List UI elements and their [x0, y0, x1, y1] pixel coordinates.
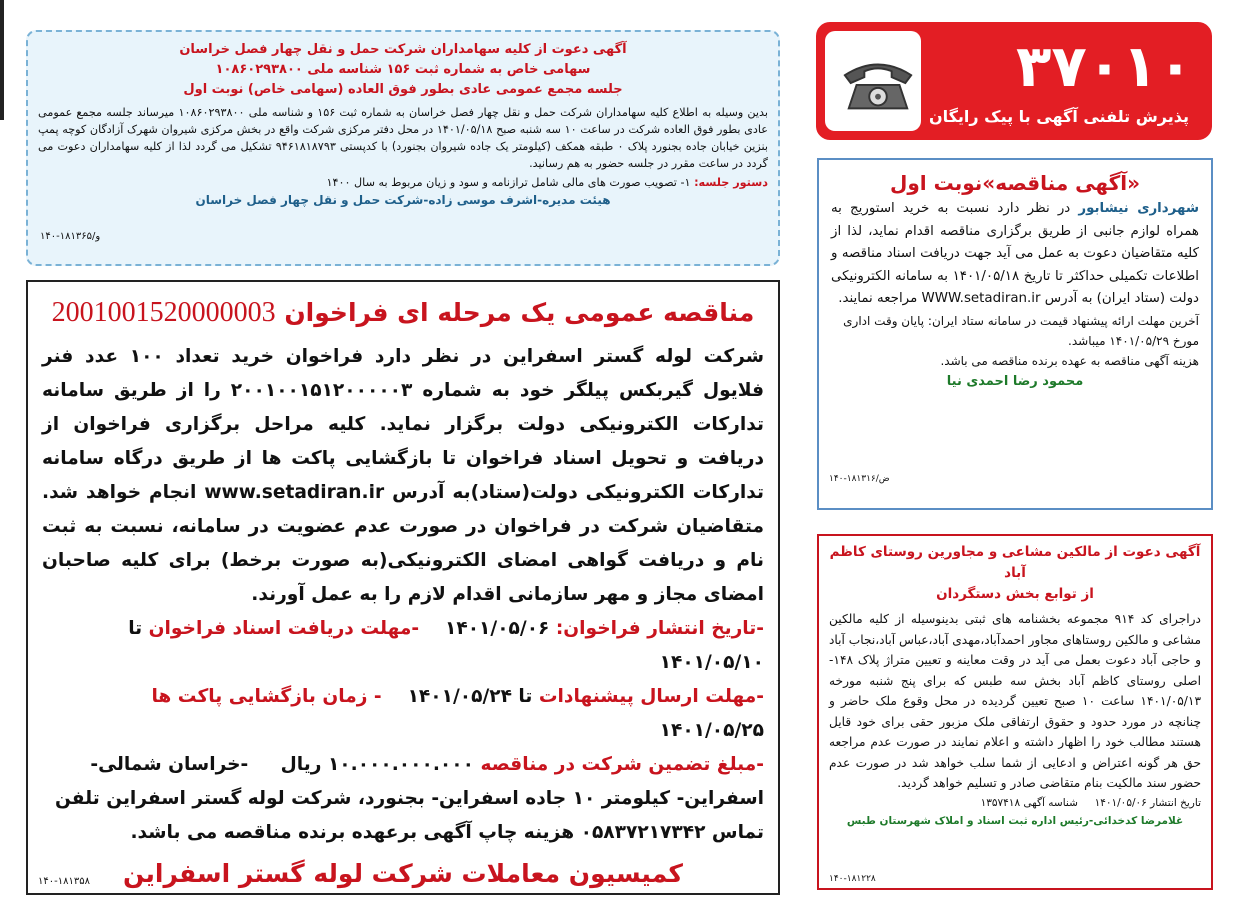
main-tender-number: 2001001520000003 — [51, 297, 276, 328]
tender-first-body — [831, 198, 1199, 311]
guarantee-label: -مبلغ تضمین شرکت در مناقصه — [480, 754, 764, 775]
landowners-ad-id: شناسه آگهی ۱۳۵۷۴۱۸ — [980, 796, 1078, 809]
main-tender-address: اسفراین- کیلومتر ۱۰ جاده اسفراین- بجنورد، شرکت لوله گستر اسفراین تلفن تماس ۰۵۸۳۷۲۱۷۳۴۲ هزینه چاپ آگهی برعهده برنده مناقصه می باشد. — [55, 788, 764, 843]
meeting-notice-body: بدین وسیله به اطلاع کلیه سهامداران شرکت حمل و نقل چهار فصل خراسان به شماره ثبت ۱۵۶ و شناسه ملی ۱۰۸۶۰۲۹۳۸۰۰ میرساند جلسه مجمع عمومی عادی بطور فوق العاده شرکت در ساعت ۱۰ سه شنبه صبح ۱۴۰۱/۰۵/۱۸ در محل دفتر مرکزی شرکت واقع در بخش مرکزی شیروان شهرک آزادگان کوچه پمپ بنزین خیابان جاده بجنورد پلاک ۰ طبقه همکف (کیلومتر یک جاده شیروان بجنورد) با کدپستی ۹۴۶۱۸۱۸۷۹۳ تشکیل می گردد لذا از کلیه سهامداران دعوت می گردد در ساعت مقرر در جلسه حضور به هم رسانید. — [38, 106, 769, 170]
meeting-heading-line-1: آگهی دعوت از کلیه سهامداران شرکت حمل و نقل چهار فصل خراسان — [179, 42, 627, 57]
main-tender-signature: کمیسیون معاملات شرکت لوله گستر اسفراین — [123, 859, 683, 888]
landowners-title-line-1: آگهی دعوت از مالکین مشاعی و مجاورین روستای کاظم آباد — [829, 544, 1201, 581]
tender-first-signature: محمود رضا احمدی نیا — [946, 373, 1084, 389]
landowners-body: دراجرای کد ۹۱۴ مجموعه بخشنامه های ثبتی بدینوسیله از کلیه مالکین مشاعی و مالکین روستاهای مجاور احمدآباد،مهدی آباد،عباس آباد،نجاب آباد و حاجی آباد دعوت بعمل می آید در وقت معاینه و تعیین متراژ پلاک ۱۴۸-اصلی روستای کاظم آباد بخش سه طبس که برای پنج شنبه مورخه ۱۴۰۱/۰۵/۱۳ ساعت ۱۰ صبح تعیین گردیده در محل وقوع ملک حاضر و چنانچه در مورد حدود و حقوق ارتفاقی ملک مزبور حقی برای خود قایل هستند مطالب خود را اظهار داشته و اعلام نمایند در صورت عدم مراجعه حق هر گونه اعتراض و ادعایی از شما سلب خواهد شد در صورت عدم حضور سند مالکیت بنام متقاضی صادر و تسلیم خواهد گردید. — [829, 612, 1201, 790]
main-tender-guarantee — [42, 748, 764, 782]
main-tender-ad — [26, 280, 780, 895]
tender-first-round-ad — [817, 158, 1213, 510]
docs-deadline-label: -مهلت دریافت اسناد فراخوان — [148, 618, 420, 639]
meeting-signature: هیئت مدیره-اشرف موسی زاده-شرکت حمل و نقل چهار فصل خراسان — [195, 193, 611, 207]
main-tender-title — [42, 292, 764, 334]
publish-date-label: -تاریخ انتشار فراخوان: — [555, 618, 764, 639]
phone-icon-panel — [825, 31, 921, 131]
main-tender-dates-2 — [42, 680, 764, 748]
telephone-icon — [839, 53, 917, 113]
landowners-title — [829, 542, 1201, 605]
banner-subtitle: پذیرش تلفنی آگهی با پیک رایگان — [928, 107, 1189, 126]
main-tender-code: ۱۴۰-۱۸۱۳۵۸ — [38, 876, 90, 887]
meeting-ad-code: ۱۴۰-۱۸۱۳۶۵/و — [40, 231, 101, 242]
tender-first-fee: هزینه آگهی مناقصه به عهده برنده مناقصه می باشد. — [940, 353, 1199, 368]
main-tender-title-text: مناقصه عمومی یک مرحله ای فراخوان — [284, 298, 755, 327]
guarantee-value: ۱۰.۰۰۰.۰۰۰.۰۰۰ ریال — [280, 754, 474, 775]
opening-time-value: ۱۴۰۱/۰۵/۲۵ — [659, 720, 764, 741]
docs-deadline-value: تا ۱۴۰۱/۰۵/۱۰ — [128, 618, 764, 673]
opening-time-label: - زمان بازگشایی پاکت ها — [151, 686, 382, 707]
publish-date-value: ۱۴۰۱/۰۵/۰۶ — [445, 618, 550, 639]
main-tender-dates-1 — [42, 612, 764, 680]
landowners-title-line-2: از توابع بخش دستگردان — [936, 586, 1094, 602]
landowners-meta — [829, 794, 1201, 812]
landowners-notice-ad — [817, 534, 1213, 890]
province-label: -خراسان شمالی- — [90, 754, 249, 775]
meeting-agenda — [38, 174, 768, 191]
meeting-notice-heading — [38, 40, 768, 100]
banner-phone-number: ۳۷۰۱۰ — [1015, 32, 1193, 100]
page-edge-mark — [0, 0, 4, 120]
landowners-code: ۱۴۰-۱۸۱۲۲۸ — [829, 874, 876, 884]
tender-first-deadline: آخرین مهلت ارائه پیشنهاد قیمت در سامانه ستاد ایران: پایان وقت اداری مورخ ۱۴۰۱/۰۵/۲۹ میباشد. — [843, 313, 1199, 348]
tender-first-code: ۱۴۰-۱۸۱۳۱۶/ض — [829, 474, 890, 484]
phone-banner — [816, 22, 1212, 140]
landowners-publish-date: تاریخ انتشار ۱۴۰۱/۰۵/۰۶ — [1094, 796, 1201, 809]
bid-deadline-label: -مهلت ارسال پیشنهادات — [538, 686, 764, 707]
meeting-heading-line-3: جلسه مجمع عمومی عادی بطور فوق العاده (سهامی خاص) نوبت اول — [183, 82, 623, 97]
agenda-text: ۱- تصویب صورت های مالی شامل ترازنامه و سود و زیان مربوط به سال ۱۴۰۰ — [326, 176, 691, 189]
landowners-signature: غلامرضا کدخدائی-رئیس اداره ثبت اسناد و املاک شهرستان طبس — [846, 814, 1184, 827]
meeting-notice-ad — [26, 30, 780, 266]
main-tender-body: شرکت لوله گستر اسفراین در نظر دارد فراخوان خرید تعداد ۱۰۰ عدد فنر فلایول گیربکس پیلگر خود به شماره ۲۰۰۱۰۰۱۵۱۲۰۰۰۰۰۳ را از طریق سامانه تدارکات الکترونیکی دولت برگزار نماید. کلیه مراحل برگزاری فراخوان از دریافت و تحویل اسناد فراخوان تا بازگشایی پاکت ها از طریق درگاه سامانه تدارکات الکترونیکی دولت(ستاد)به آدرس www.setadiran.ir انجام خواهد شد. متقاضیان شرکت در فراخوان در صورت عدم عضویت در سامانه، نسبت به ثبت نام و دریافت گواهی امضای الکترونیکی(به صورت برخط) برای کلیه صاحبان امضای مجاز و مهر سازمانی اقدام لازم را به عمل آورند. — [42, 346, 765, 605]
tender-first-body-text: در نظر دارد نسبت به خرید استوریج به همراه لوازم جانبی از طریق برگزاری مناقصه اقدام نماید، لذا از کلیه متقاضیان دعوت به عمل می آید جهت دریافت اسناد مناقصه و اطلاعات تکمیلی حداکثر تا تاریخ ۱۴۰۱/۰۵/۱۸ به سامانه الکترونیکی دولت (ستاد ایران) به آدرس WWW.setadiran.ir مراجعه نمایند. — [831, 201, 1199, 306]
bid-deadline-value: تا ۱۴۰۱/۰۵/۲۴ — [407, 686, 533, 707]
agenda-label: دستور جلسه: — [694, 176, 768, 189]
meeting-heading-line-2: سهامی خاص به شماره ثبت ۱۵۶ شناسه ملی ۱۰۸۶۰۲۹۳۸۰۰ — [215, 62, 591, 77]
tender-first-title: «آگهی مناقصه»نوبت اول — [889, 171, 1141, 195]
tender-first-lead: شهرداری نیشابور — [1078, 201, 1199, 216]
